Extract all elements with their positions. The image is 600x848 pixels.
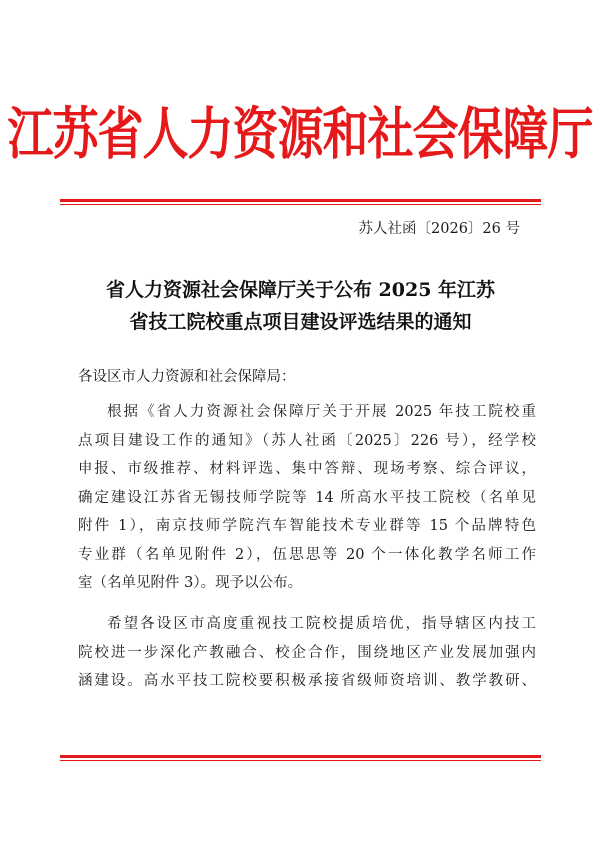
notice-title bbox=[60, 274, 541, 338]
footer-rule-thin bbox=[60, 760, 541, 761]
footer-rule-thick bbox=[60, 755, 541, 758]
notice-title-line-2: 省技工院校重点项目建设评选结果的通知 bbox=[129, 311, 472, 333]
document-number: 苏人社函〔2026〕26 号 bbox=[358, 221, 520, 237]
paragraph-line: 确定建设江苏省无锡技师学院等 14 所高水平技工院校（名单见 bbox=[78, 489, 536, 506]
paragraph-line: 希望各设区市高度重视技工院校提质培优，指导辖区内技工 bbox=[107, 616, 536, 632]
paragraph-line: 申报、市级推荐、材料评选、集中答辩、现场考察、综合评议， bbox=[78, 461, 536, 477]
paragraph-line: 室（名单见附件 3）。现予以公布。 bbox=[78, 575, 303, 591]
paragraph-line: 根据《省人力资源社会保障厅关于开展 2025 年技工院校重 bbox=[107, 404, 536, 420]
paragraph-line: 涵建设。高水平技工院校要积极承接省级师资培训、教学教研、 bbox=[78, 673, 536, 689]
paragraph-1 bbox=[78, 398, 536, 598]
paragraph-line: 专业群（名单见附件 2），伍思思等 20 个一体化教学名师工作 bbox=[78, 546, 536, 563]
paragraph-line: 点项目建设工作的通知》（苏人社函〔2025〕226 号），经学校 bbox=[78, 432, 536, 449]
paragraph-line: 附件 1），南京技师学院汽车智能技术专业群等 15 个品牌特色 bbox=[78, 518, 536, 534]
masthead-rule-thick bbox=[60, 199, 541, 202]
notice-title-line-1: 省人力资源社会保障厅关于公布 2025 年江苏 bbox=[105, 279, 496, 301]
salutation: 各设区市人力资源和社会保障局： bbox=[78, 369, 296, 385]
paragraph-2 bbox=[78, 610, 536, 696]
masthead-rule-thin bbox=[60, 204, 541, 205]
paragraph-line: 院校进一步深化产教融合、校企合作，围绕地区产业发展加强内 bbox=[78, 644, 536, 661]
masthead-title: 江苏省人力资源和社会保障厅 bbox=[7, 101, 593, 168]
